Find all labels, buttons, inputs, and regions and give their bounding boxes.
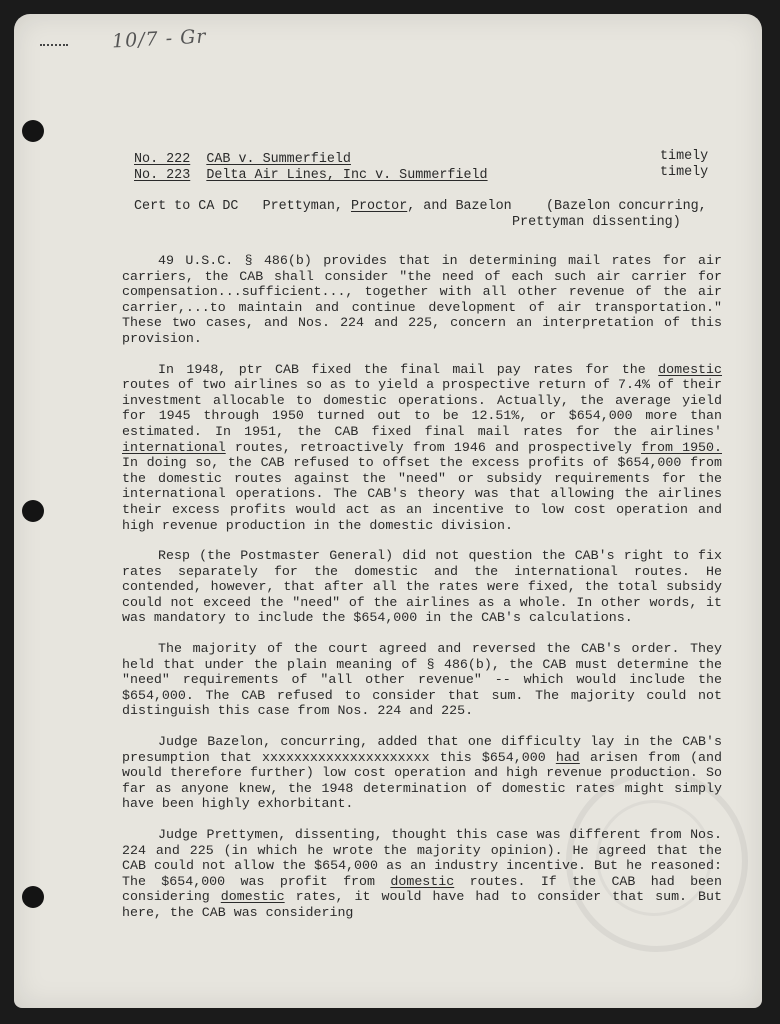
handwritten-note: 10/7 - Gr (111, 25, 207, 53)
p2-text-c: routes, retroactively from 1946 and prospectively (225, 439, 642, 455)
case-status-223: timely (660, 165, 709, 180)
p2-text-d: In doing so, the CAB refused to offset the excess profits of $654,000 from the domestic routes against the "need" or subsidy requirements for the international operations. The CAB's theory was that allowing the airlines their excess profits would act as an incentive to low cost operation and high revenue production in the domestic division. (122, 455, 722, 533)
pencil-mark (40, 44, 68, 49)
case-number-223: No. 223 (134, 168, 191, 183)
paragraph-4: The majority of the court agreed and reversed the CAB's order. They held that under the plain meaning of § 486(b), the CAB must determine the "need" requirements of "all other revenue" -- which would include the $654,000. The CAB refused to consider that sum. The majority could not distinguish this case from Nos. 224 and 225. (122, 641, 722, 719)
p5-text-a: Judge Bazelon, concurring, added that one difficulty lay in the CAB's presumption that (122, 734, 722, 765)
p6-text-b: routes. If the CAB had been considering (122, 873, 722, 905)
paragraph-3: Resp (the Postmaster General) did not question the CAB's right to fix rates separately for the domestic and the international routes. He contended, however, that after all the rates were fixed, the total subsidy could not exceed the "need" of the airlines as a whole. In other words, it was mandatory to include the $654,000 in the CAB's calculations. (122, 548, 722, 626)
opinion-note-1: (Bazelon concurring, (546, 199, 707, 214)
paragraph-5 (122, 734, 722, 812)
p6-text-c: rates, it would have had to consider that sum. But here, the CAB was considering (122, 889, 722, 920)
p2-underline-from-1950: from 1950. (641, 439, 722, 455)
binder-hole-bottom (22, 886, 44, 908)
paragraph-1: 49 U.S.C. § 486(b) provides that in determining mail rates for air carriers, the CAB shall consider "the need of each such air carrier for compensation...sufficient..., together with all other revenue of the air carrier,...to maintain and continue development of air transportation." These two cases, and Nos. 224 and 225, concern an interpretation of this provision. (122, 253, 722, 346)
case-line-1 (134, 152, 351, 168)
p5-underline-had: had (555, 749, 580, 765)
cert-to: Cert to CA DC (134, 199, 239, 214)
binder-hole-top (22, 120, 44, 142)
p2-text-b: routes of two airlines so as to yield a prospective return of 7.4% of their investment allocable to domestic operations. Actually, the average yield for 1945 through 1950 turned out to be 12.51%, or $654,000 more than estimated. In 1951, the CAB fixed final mail rates for the airlines' (122, 377, 722, 439)
paragraph-6 (122, 827, 722, 921)
p2-underline-international: international (122, 439, 226, 455)
judge-proctor: Proctor (350, 199, 408, 214)
p6-underline-domestic-2: domestic (220, 889, 285, 905)
case-name-222: CAB v. Summerfield (206, 152, 351, 167)
cert-line (134, 199, 512, 215)
p6-underline-domestic-1: domestic (390, 873, 455, 889)
p5-struck-out-text: xxxxxxxxxxxxxxxxxxxxx (262, 749, 430, 765)
p2-text-a: In 1948, ptr CAB fixed the final mail pay rates for the (158, 361, 659, 377)
opinion-note-2: Prettyman dissenting) (512, 215, 681, 230)
case-name-223: Delta Air Lines, Inc v. Summerfield (206, 168, 488, 183)
paragraph-2 (122, 362, 722, 534)
p2-underline-domestic: domestic (658, 361, 722, 377)
memo-body (122, 253, 722, 936)
p5-text-c: arisen from (and would therefore further) low cost operation and high revenue production. So far as anyone knew, the 1948 determination of domestic rates might simply have been highly exhorbitant. (122, 749, 722, 812)
p5-text-b: this $654,000 (429, 749, 556, 765)
judges-pre: Prettyman, (262, 199, 351, 214)
case-number-222: No. 222 (134, 152, 191, 167)
p6-text-a: Judge Prettymen, dissenting, thought this case was different from Nos. 224 and 225 (in which he wrote the majority opinion). He agreed that the CAB could not allow the $654,000 as an industry incentive. But he reasoned: The $654,000 was profit from (122, 827, 722, 889)
binder-hole-middle (22, 500, 44, 522)
judges-post: , and Bazelon (407, 199, 512, 214)
case-line-2 (134, 168, 488, 184)
case-status-222: timely (660, 149, 709, 164)
